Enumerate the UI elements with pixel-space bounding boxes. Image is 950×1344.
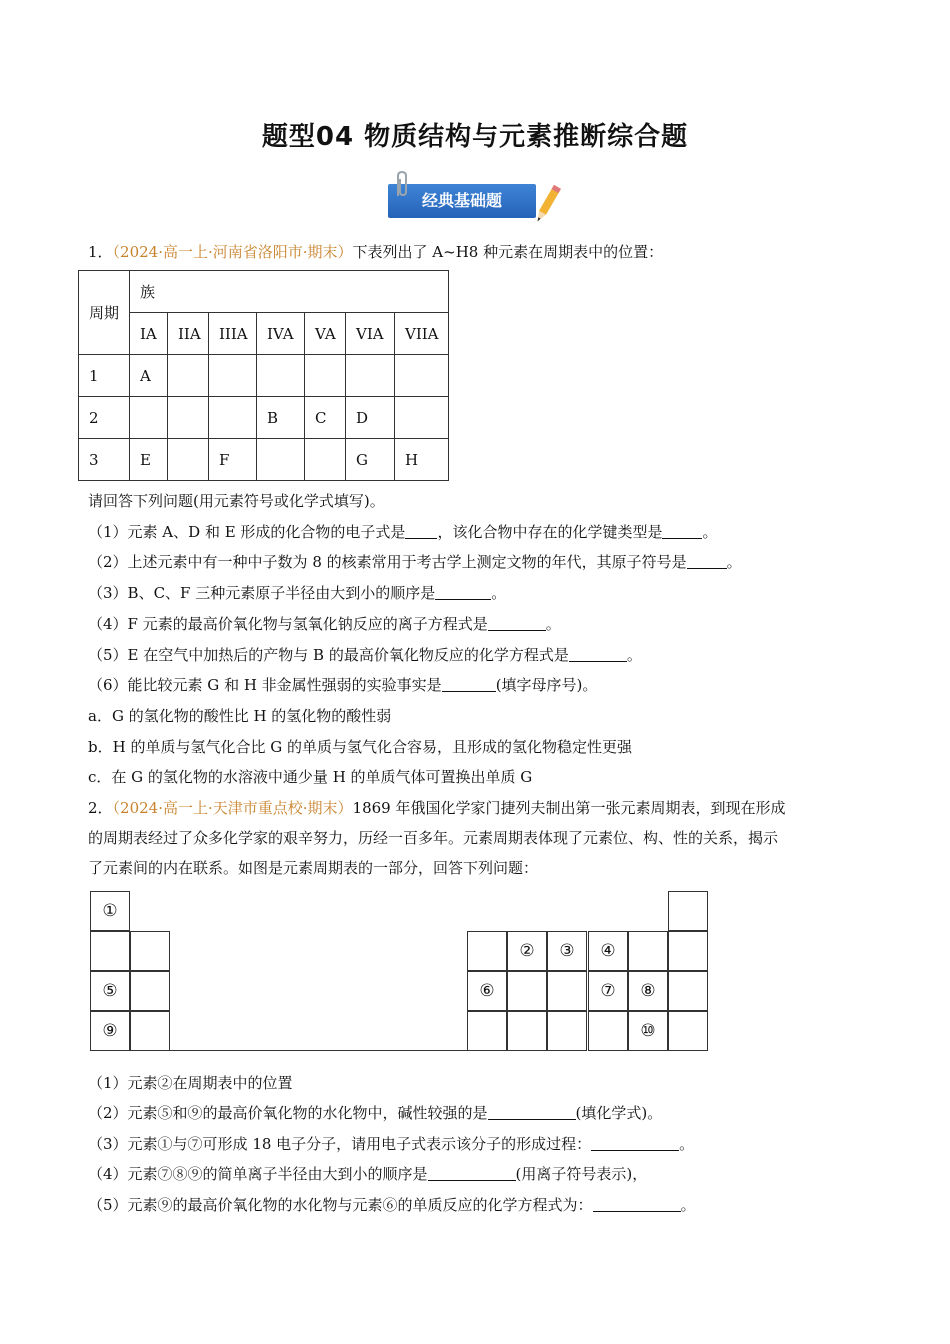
element-cell: A (130, 355, 168, 397)
table-row (79, 355, 449, 397)
group-cell: IA (130, 313, 168, 355)
element-cell: D (346, 397, 395, 439)
group-cell: VA (305, 313, 346, 355)
q2-sub-5-text: （5）元素⑨的最高价氧化物的水化物与元素⑥的单质反应的化学方程式为： (88, 1196, 593, 1214)
answer-blank[interactable] (488, 615, 546, 631)
element-cell: C (305, 397, 346, 439)
answer-blank[interactable] (435, 584, 491, 600)
q2-sub-4-end: (用离子符号表示)， (515, 1165, 648, 1183)
element-cell (209, 397, 257, 439)
grid-cell (668, 931, 708, 971)
section-badge (386, 176, 566, 228)
grid-cell (130, 931, 170, 971)
element-cell (395, 397, 449, 439)
q1-sub-4 (88, 614, 561, 634)
q1-periodic-table (78, 270, 449, 481)
period-header: 周期 (79, 271, 130, 355)
element-cell: H (395, 439, 449, 481)
element-cell (168, 355, 209, 397)
group-cell: IIA (168, 313, 209, 355)
grid-cell: ⑩ (628, 1011, 668, 1051)
q1-sub-5 (88, 645, 642, 665)
q1-sub-4-text: （4）F 元素的最高价氧化物与氢氧化钠反应的离子方程式是 (88, 615, 488, 633)
table-row (79, 439, 449, 481)
q2-sub-2-end: (填化学式)。 (575, 1104, 663, 1122)
element-cell: G (346, 439, 395, 481)
group-cell: IIIA (209, 313, 257, 355)
paperclip-icon (390, 170, 414, 200)
grid-cell (668, 891, 708, 931)
pencil-icon (532, 182, 562, 228)
q1-sub-2-end: 。 (726, 553, 742, 571)
period-cell: 1 (79, 355, 130, 397)
element-cell (305, 439, 346, 481)
period-cell: 2 (79, 397, 130, 439)
grid-cell (507, 1011, 547, 1051)
grid-cell (90, 931, 130, 971)
q2-sub-4-text: （4）元素⑦⑧⑨的简单离子半径由大到小的顺序是 (88, 1165, 428, 1183)
element-cell (346, 355, 395, 397)
q1-sub-6-text: （6）能比较元素 G 和 H 非金属性强弱的实验事实是 (88, 676, 442, 694)
grid-cell: ⑦ (588, 971, 628, 1011)
grid-cell (467, 931, 507, 971)
q2-intro-1: 1869 年俄国化学家门捷列夫制出第一张元素周期表，到现在形成 (352, 799, 786, 817)
grid-cell: ① (90, 891, 130, 931)
q1-option-b: b．H 的单质与氢气化合比 G 的单质与氢气化合容易，且形成的氢化物稳定性更强 (88, 738, 632, 756)
element-cell (209, 355, 257, 397)
grid-cell (130, 1011, 170, 1051)
q1-number: 1． (88, 243, 113, 261)
q2-sub-3-end: 。 (679, 1135, 695, 1153)
grid-cell: ④ (588, 931, 628, 971)
q1-option-a: a．G 的氢化物的酸性比 H 的氢化物的酸性弱 (88, 707, 392, 725)
answer-blank[interactable] (405, 523, 437, 539)
q1-sub-6-end: (填字母序号)。 (495, 676, 598, 694)
q1-sub-5-text: （5）E 在空气中加热后的产物与 B 的最高价氧化物反应的化学方程式是 (88, 646, 569, 664)
q1-sub-1-end: 。 (702, 523, 718, 541)
grid-cell: ③ (547, 931, 587, 971)
q2-sub-3-text: （3）元素①与⑦可形成 18 电子分子，请用电子式表示该分子的形成过程： (88, 1135, 592, 1153)
page-title: 题型04 物质结构与元素推断综合题 (261, 122, 689, 152)
group-cell: VIIA (395, 313, 449, 355)
table-row (79, 397, 449, 439)
q1-sub-2-text: （2）上述元素中有一种中子数为 8 的核素常用于考古学上测定文物的年代，其原子符号是 (88, 553, 687, 571)
badge-label: 经典基础题 (421, 191, 502, 210)
q1-sub-4-end: 。 (545, 615, 561, 633)
grid-cell: ② (507, 931, 547, 971)
element-cell: F (209, 439, 257, 481)
grid-cell: ⑧ (628, 971, 668, 1011)
group-cell: VIA (346, 313, 395, 355)
grid-cell: ⑨ (90, 1011, 130, 1051)
table-baseline (170, 1050, 467, 1051)
element-cell (168, 397, 209, 439)
q1-source: （2024·高一上·河南省洛阳市·期末） (112, 243, 353, 261)
element-cell (257, 355, 305, 397)
answer-blank[interactable] (442, 676, 496, 692)
q2-sub-4 (88, 1164, 647, 1184)
q1-sub-6 (88, 675, 597, 695)
element-cell (305, 355, 346, 397)
group-cell: IVA (257, 313, 305, 355)
element-cell (257, 439, 305, 481)
q1-sub-2 (88, 552, 742, 572)
element-cell: E (130, 439, 168, 481)
grid-cell (547, 971, 587, 1011)
answer-blank[interactable] (687, 553, 727, 569)
q2-source: （2024·高一上·天津市重点校·期末） (112, 799, 353, 817)
grid-cell (130, 971, 170, 1011)
q2-sub-3 (88, 1134, 694, 1154)
grid-cell (668, 1011, 708, 1051)
q2-sub-2-text: （2）元素⑤和⑨的最高价氧化物的水化物中，碱性较强的是 (88, 1104, 488, 1122)
grid-cell (628, 931, 668, 971)
grid-cell (467, 1011, 507, 1051)
q1-sub-1-text-2: ，该化合物中存在的化学键类型是 (437, 523, 663, 541)
answer-blank[interactable] (488, 1104, 576, 1120)
group-header: 族 (130, 271, 449, 313)
grid-cell: ⑥ (467, 971, 507, 1011)
period-cell: 3 (79, 439, 130, 481)
grid-cell (547, 1011, 587, 1051)
q2-periodic-table-outline (88, 889, 712, 1055)
element-cell: B (257, 397, 305, 439)
grid-cell (507, 971, 547, 1011)
q1-sub-1-text: （1）元素 A、D 和 E 形成的化合物的电子式是 (88, 523, 406, 541)
q1-option-c: c．在 G 的氢化物的水溶液中通少量 H 的单质气体可置换出单质 G (88, 768, 533, 786)
grid-cell (668, 971, 708, 1011)
q2-number: 2． (88, 799, 113, 817)
answer-blank[interactable] (591, 1135, 679, 1151)
element-cell (130, 397, 168, 439)
q1-intro: 下表列出了 A~H8 种元素在周期表中的位置： (352, 243, 664, 261)
q2-sub-1: （1）元素②在周期表中的位置 (88, 1074, 293, 1092)
answer-blank[interactable] (428, 1165, 516, 1181)
element-cell (395, 355, 449, 397)
grid-cell (588, 1011, 628, 1051)
answer-blank[interactable] (569, 646, 627, 662)
q2-sub-2 (88, 1103, 662, 1123)
q2-sub-5 (88, 1195, 696, 1215)
q1-sub-3 (88, 583, 506, 603)
q2-sub-5-end: 。 (680, 1196, 696, 1214)
q2-intro-3: 了元素间的内在联系。如图是元素周期表的一部分，回答下列问题： (88, 859, 539, 877)
grid-cell: ⑤ (90, 971, 130, 1011)
answer-blank[interactable] (662, 523, 702, 539)
element-cell (168, 439, 209, 481)
answer-blank[interactable] (593, 1196, 681, 1212)
q1-sub-5-end: 。 (626, 646, 642, 664)
q1-sub-3-end: 。 (491, 584, 507, 602)
q1-sub-1 (88, 522, 717, 542)
q2-intro-2: 的周期表经过了众多化学家的艰辛努力，历经一百多年。元素周期表体现了元素位、构、性的关系，揭示 (88, 829, 779, 847)
q1-header (88, 242, 663, 262)
q2-header (88, 798, 785, 818)
q1-instruction: 请回答下列问题(用元素符号或化学式填写)。 (88, 492, 385, 510)
q1-sub-3-text: （3）B、C、F 三种元素原子半径由大到小的顺序是 (88, 584, 436, 602)
